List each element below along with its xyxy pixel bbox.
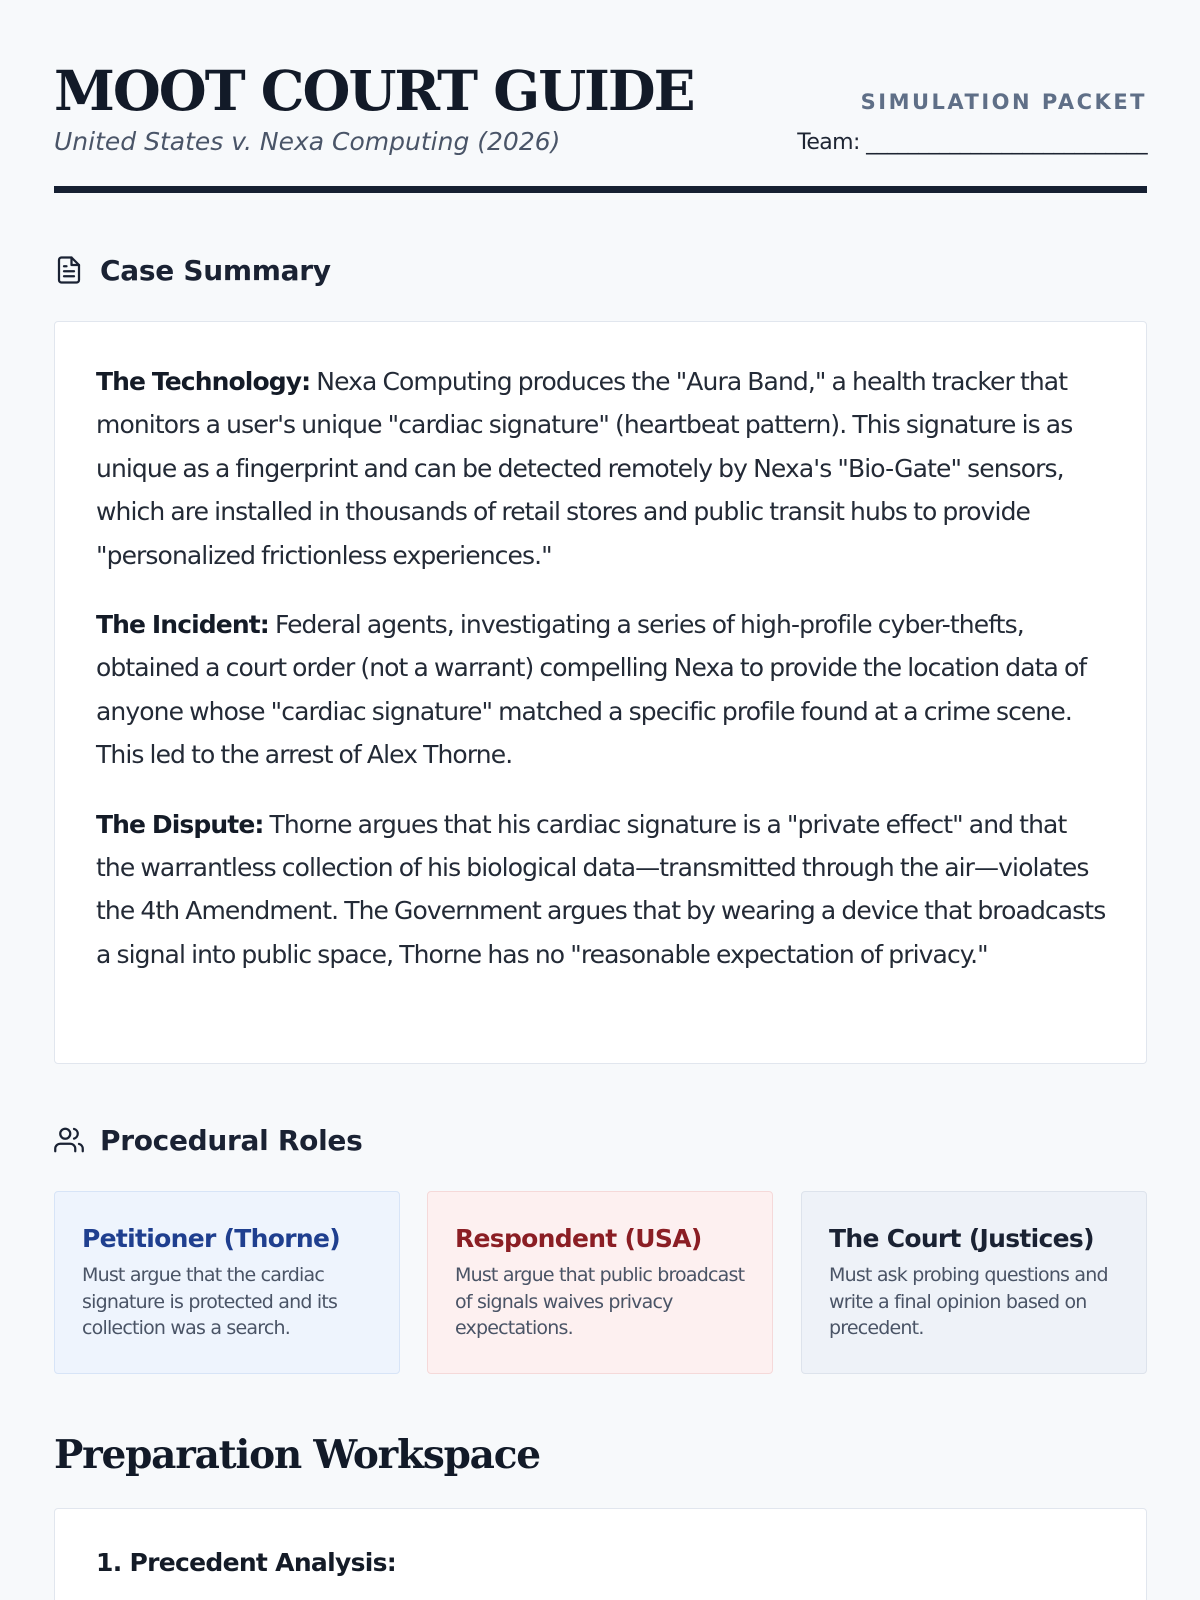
role-card-court <box>801 1191 1147 1374</box>
workspace-card <box>54 1508 1147 1600</box>
role-description: Must ask probing questions and write a final opinion based on precedent. <box>829 1264 1108 1339</box>
case-summary-heading <box>54 252 331 288</box>
users-icon <box>54 1124 84 1156</box>
paragraph-text: Nexa Computing produces the "Aura Band," a health tracker that monitors a user's unique "cardiac signature" (heartbeat pattern). This signature is as unique as a fingerprint and can be detected remotely by Nexa's "Bio-Gate" sensors, which are installed in thousands of retail stores and public transit hubs to provide "personalized frictionless experiences." <box>96 367 1073 570</box>
summary-paragraph-technology <box>96 360 1106 577</box>
team-name-field[interactable]: Team: ___________________________ <box>797 130 1147 155</box>
role-title: The Court (Justices) <box>829 1224 1094 1253</box>
paragraph-label: The Dispute: <box>96 809 264 839</box>
document-title: MOOT COURT GUIDE <box>54 58 694 123</box>
role-title: Petitioner (Thorne) <box>82 1224 340 1253</box>
role-title: Respondent (USA) <box>455 1224 702 1253</box>
paragraph-label: The Technology: <box>96 367 311 396</box>
section-title: Case Summary <box>100 253 331 287</box>
paragraph-label: The Incident: <box>96 610 269 640</box>
packet-label: SIMULATION PACKET <box>860 90 1147 114</box>
paragraph-text: Thorne argues that his cardiac signature is a "private effect" and that the warrantless collection of his biological data—transmitted through the air—violates the 4th Amendment. The Government argues that by wearing a device that broadcasts a signal into public space, Thorne has no "reasonable expectation of privacy." <box>96 809 1106 969</box>
precedent-analysis-label: 1. Precedent Analysis: <box>96 1548 397 1577</box>
header-rule <box>54 186 1147 193</box>
summary-paragraph-incident <box>96 603 1106 777</box>
page <box>54 0 1147 1600</box>
role-card-respondent <box>427 1191 773 1374</box>
paragraph-text: Federal agents, investigating a series of high-profile cyber-thefts, obtained a court order (not a warrant) compelling Nexa to provide the location data of anyone whose "cardiac signature" matched a specific profile found at a crime scene. This led to the arrest of Alex Thorne. <box>96 610 1087 770</box>
section-title: Procedural Roles <box>100 1123 363 1157</box>
roles-grid <box>54 1191 1147 1374</box>
role-description: Must argue that public broadcast of signals waives privacy expectations. <box>455 1264 745 1339</box>
role-card-petitioner <box>54 1191 400 1374</box>
role-description: Must argue that the cardiac signature is protected and its collection was a search. <box>82 1264 338 1339</box>
case-name: United States v. Nexa Computing (2026) <box>54 127 561 156</box>
workspace-heading: Preparation Workspace <box>54 1432 540 1478</box>
document-icon <box>54 254 84 286</box>
document-header <box>54 56 1147 196</box>
case-summary-card <box>54 321 1147 1064</box>
procedural-roles-heading <box>54 1122 362 1158</box>
summary-paragraph-dispute <box>96 803 1106 977</box>
